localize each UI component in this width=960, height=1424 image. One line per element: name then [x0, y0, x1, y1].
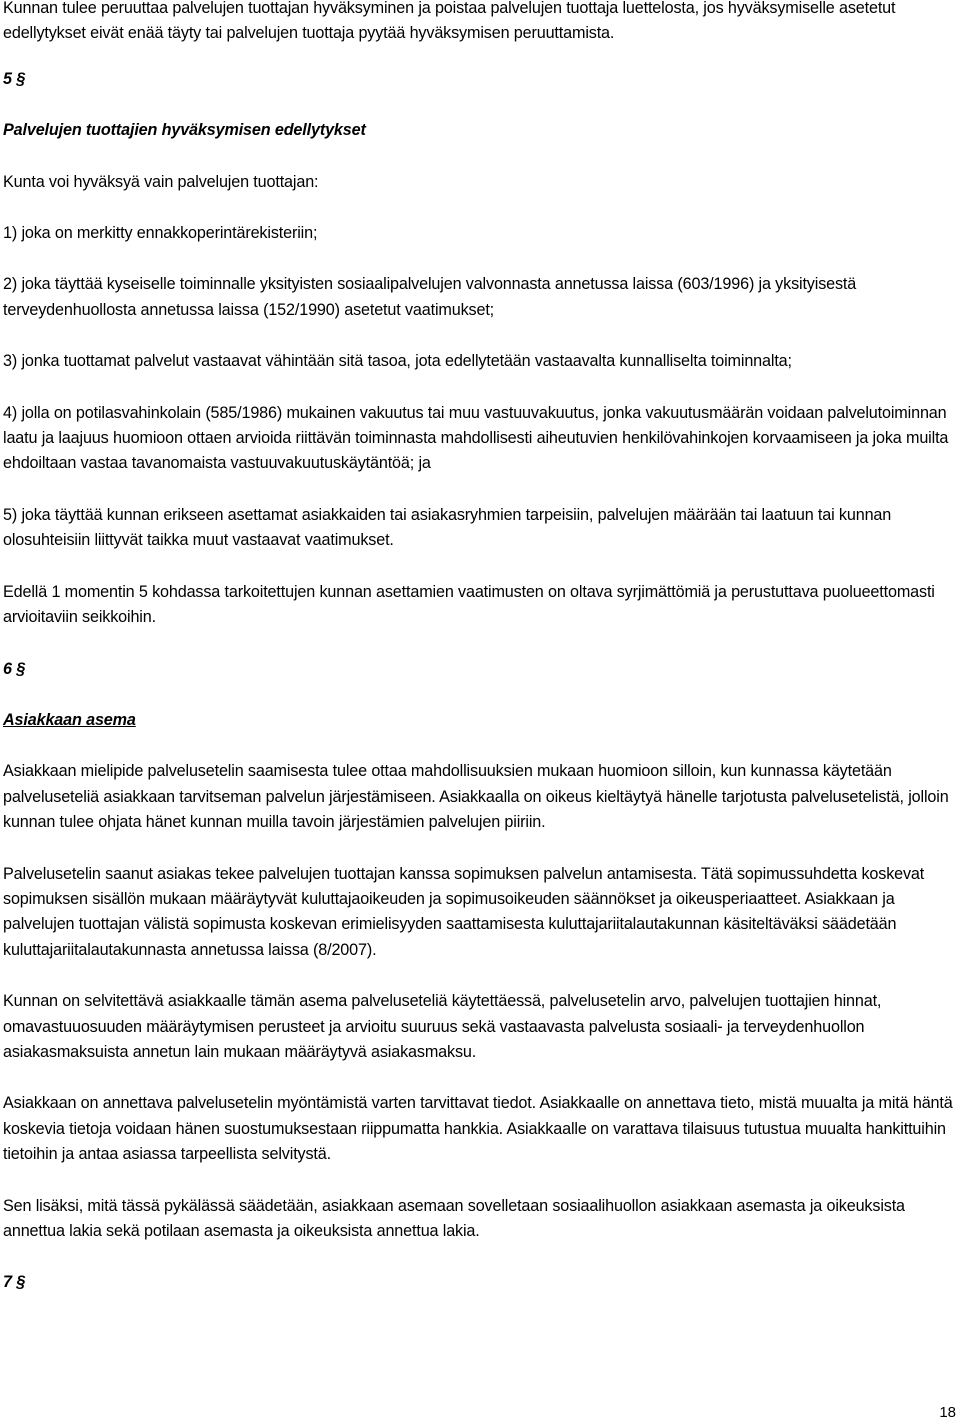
section-6-number: 6 §: [3, 659, 26, 678]
section-5-item-2: 2) joka täyttää kyseiselle toiminnalle yksityisten sosiaalipalvelujen valvonnasta annetussa laissa (603/1996) ja yksityisestä terveydenhuollosta annetussa laissa (152/1990) asetetut vaatimukset;: [3, 275, 857, 319]
section-5-item-3: 3) jonka tuottamat palvelut vastaavat vähintään sitä tasoa, jota edellytetään vastaavalta kunnalliselta toiminnalta;: [3, 352, 792, 371]
intro-paragraph: Kunnan tulee peruuttaa palvelujen tuottajan hyväksyminen ja poistaa palvelujen tuottaja luettelosta, jos hyväksymiselle asetetut edellytykset eivät enää täyty tai palvelujen tuottaja pyytää hyväksymisen peruuttamista.: [3, 0, 896, 43]
section-5-number: 5 §: [3, 69, 26, 88]
section-6-title: Asiakkaan asema: [3, 710, 136, 729]
section-5-title: Palvelujen tuottajien hyväksymisen edellytykset: [3, 121, 366, 140]
section-6-paragraph-2: Palvelusetelin saanut asiakas tekee palvelujen tuottajan kanssa sopimuksen palvelun antamisesta. Tätä sopimussuhdetta koskevat sopimuksen sisällön mukaan määräytyvät kuluttajaoikeuden ja sopimusoikeuden säännökset ja oikeusperiaatteet. Asiakkaan ja palvelujen tuottajan välistä sopimusta koskevan erimielisyyden saattamisesta kuluttajariitalautakunnan käsiteltäväksi säädetään kuluttajariitalautakunnasta annetussa laissa (8/2007).: [3, 864, 925, 959]
section-6-paragraph-1: Asiakkaan mielipide palvelusetelin saamisesta tulee ottaa mahdollisuuksien mukaan huomioon silloin, kun kunnassa käytetään palveluseteliä asiakkaan tarvitseman palvelun järjestämiseen. Asiakkaalla on oikeus kieltäytyä hänelle tarjotusta palvelusetelistä, jolloin kunnan tulee ohjata hänet kunnan muilla tavoin järjestämien palvelujen piiriin.: [3, 762, 949, 832]
section-5-item-1: 1) joka on merkitty ennakkoperintärekisteriin;: [3, 224, 318, 243]
section-6-paragraph-4: Asiakkaan on annettava palvelusetelin myöntämistä varten tarvittavat tiedot. Asiakkaalle on annettava tieto, mistä muualta ja mitä häntä koskevia tietoja voidaan hänen suostumuksestaan riippumatta hankkia. Asiakkaalle on varattava tilaisuus tutustua muualta hankittuihin tietoihin ja antaa asiassa tarpeellista selvitystä.: [3, 1094, 953, 1164]
section-6-paragraph-3: Kunnan on selvitettävä asiakkaalle tämän asema palveluseteliä käytettäessä, palvelusetelin arvo, palvelujen tuottajien hinnat, omavastuuosuuden määräytymisen perusteet ja arvioitu suuruus sekä vastaavasta palvelusta sosiaali- ja terveydenhuollon asiakasmaksuista annetun lain mukaan määräytyvä asiakasmaksu.: [3, 992, 882, 1061]
section-5-lead: Kunta voi hyväksyä vain palvelujen tuottajan:: [3, 172, 319, 191]
section-5-item-5: 5) joka täyttää kunnan erikseen asettamat asiakkaiden tai asiakasryhmien tarpeisiin, palvelujen määrään tai laatuun tai kunnan olosuhteisiin liittyvät taikka muut vastaavat vaatimukset.: [3, 505, 892, 550]
page-number: 18: [939, 1404, 956, 1421]
section-7-number: 7 §: [3, 1273, 26, 1292]
section-6-paragraph-5: Sen lisäksi, mitä tässä pykälässä säädetään, asiakkaan asemaan sovelletaan sosiaalihuollon asiakkaan asemasta ja oikeuksista annettua lakia sekä potilaan asemasta ja oikeuksista annettua lakia.: [3, 1196, 905, 1240]
document-page: [3, 0, 958, 1296]
section-5-item-4: 4) jolla on potilasvahinkolain (585/1986) mukainen vakuutus tai muu vastuuvakuutus, jonka vakuutusmäärän voidaan palvelutoiminnan laatu ja laajuus huomioon ottaen arvioida riittävän toiminnasta mahdollisesti aiheutuvien henkilövahinkojen korvaamiseen ja joka muilta ehdoiltaan vastaa tavanomaista vastuuvakuutuskäytäntöä; ja: [3, 403, 949, 473]
section-5-closing: Edellä 1 momentin 5 kohdassa tarkoitettujen kunnan asettamien vaatimusten on oltava syrjimättömiä ja perustuttava puolueettomasti arvioitaviin seikkoihin.: [3, 582, 935, 627]
